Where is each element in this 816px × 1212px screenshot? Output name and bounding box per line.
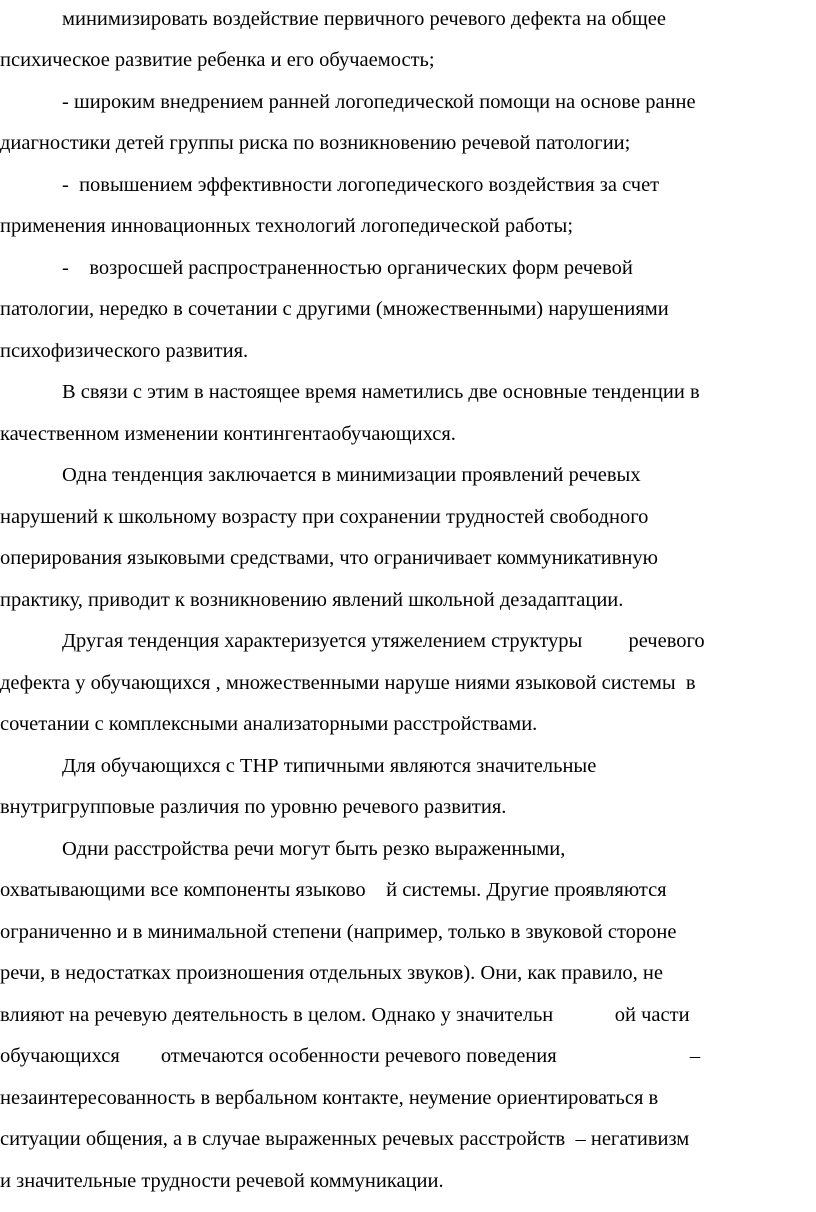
text-line: внутригрупповые различия по уровню речевого развития. — [0, 796, 507, 818]
text-line: Для обучающихся с ТНР типичными являются значительные — [62, 755, 597, 777]
text-line: и значительные трудности речевой коммуникации. — [0, 1170, 444, 1192]
text-line: - возросшей распространенностью органических форм речевой — [62, 257, 633, 279]
text-line: Одни расстройства речи могут быть резко выраженными, — [62, 838, 566, 860]
text-line: - широким внедрением ранней логопедической помощи на основе ранне — [62, 91, 696, 113]
text-line: охватывающими все компоненты языково й системы. Другие проявляются — [0, 879, 667, 901]
text-line: В связи с этим в настоящее время наметились две основные тенденции в — [62, 381, 700, 403]
text-line: качественном изменении контингентаобучающихся. — [0, 423, 456, 445]
text-line: ситуации общения, а в случае выраженных речевых расстройств – негативизм — [0, 1128, 690, 1150]
text-line: Одна тенденция заключается в минимизации проявлений речевых — [62, 464, 641, 486]
text-line: - повышением эффективности логопедического воздействия за счет — [62, 174, 660, 196]
text-line: сочетании с комплексными анализаторными расстройствами. — [0, 713, 538, 735]
text-line: незаинтересованность в вербальном контакте, неумение ориентироваться в — [0, 1087, 659, 1109]
text-line: ограниченно и в минимальной степени (например, только в звуковой стороне — [0, 921, 677, 943]
text-line: нарушений к школьному возрасту при сохранении трудностей свободного — [0, 506, 649, 528]
text-line: дефекта у обучающихся , множественными наруше ниями языковой системы в — [0, 672, 696, 694]
text-line: психическое развитие ребенка и его обучаемость; — [0, 49, 435, 71]
text-line: оперирования языковыми средствами, что ограничивает коммуникативную — [0, 547, 658, 569]
text-line: влияют на речевую деятельность в целом. Однако у значительн ой части — [0, 1004, 690, 1026]
text-line: диагностики детей группы риска по возникновению речевой патологии; — [0, 132, 631, 154]
text-line: применения инновационных технологий логопедической работы; — [0, 215, 574, 237]
text-line: практику, приводит к возникновению явлений школьной дезадаптации. — [0, 589, 624, 611]
text-line: минимизировать воздействие первичного речевого дефекта на общее — [62, 8, 666, 30]
text-line: психофизического развития. — [0, 340, 249, 362]
text-line: обучающихся отмечаются особенности речевого поведения – — [0, 1045, 701, 1067]
text-line: патологии, нередко в сочетании с другими (множественными) нарушениями — [0, 298, 669, 320]
text-line: Другая тенденция характеризуется утяжелением структуры речевого — [62, 630, 705, 652]
text-line: речи, в недостатках произношения отдельных звуков). Они, как правило, не — [0, 962, 664, 984]
